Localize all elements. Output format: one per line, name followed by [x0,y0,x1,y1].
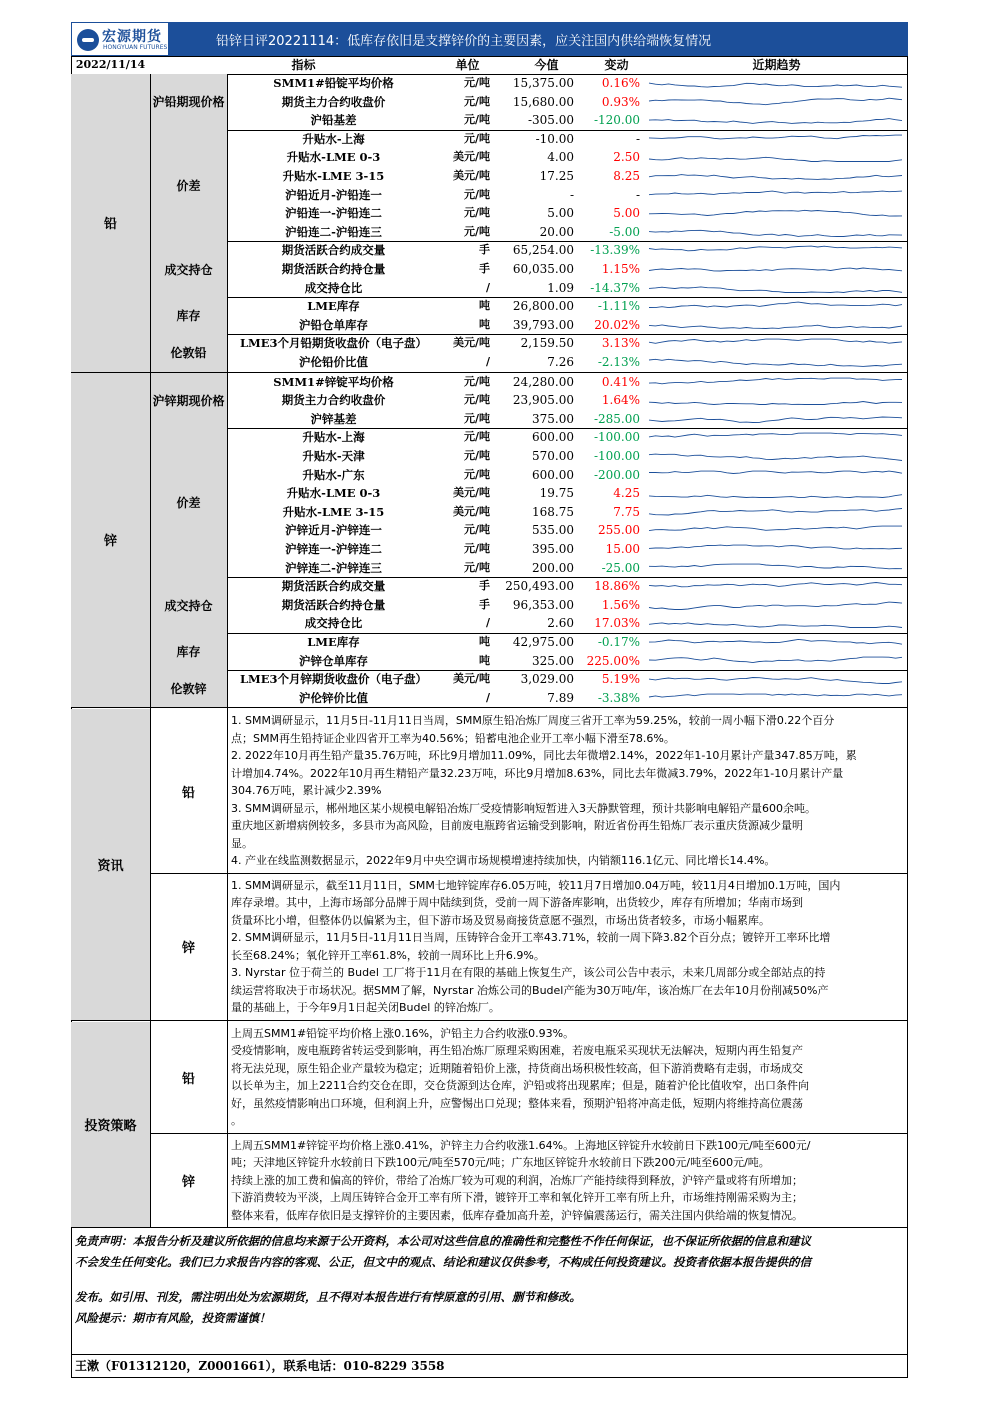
indicator-name: 升贴水-LME 0-3 [286,486,381,501]
text-line: 长至68.24%；氧化锌开工率61.8%，较前一周环比上升6.9%。 [231,948,545,962]
indicator-value: 7.89 [547,690,574,705]
indicator-unit: 美元/吨 [452,336,490,350]
indicator-name: 期货活跃合约持仓量 [281,262,386,276]
indicator-value: 15,680.00 [512,94,574,109]
indicator-name: 期货主力合约收盘价 [281,94,386,109]
indicator-value: 600.00 [532,467,574,482]
strategy-divider [150,1133,908,1134]
indicator-name: 升贴水-LME 0-3 [286,150,381,165]
indicator-value: - [569,187,574,202]
col-divider [150,74,151,372]
indicator-name: 沪铅仓单库存 [299,317,368,332]
indicator-name: 沪伦锌价比值 [299,690,368,705]
indicator-change: -25.00 [601,560,640,575]
indicator-name: 沪锌近月-沪锌连一 [285,523,382,538]
indicator-unit: 元/吨 [463,393,490,407]
text-line: 库存录增。其中，上海市场部分品牌于周中陆续到货，受前一周下游备库影响，出货较少，库存有所增加；华南市场到 [231,896,803,910]
disclaimer-gap [75,1273,904,1287]
section-label-lead: 铅 [71,74,150,372]
text-line: 好，虽然疫情影响出口环境，但利润上升，应警惕出口兑现；整体来看，预期沪铅将冲高走低，短期内将维持高位震荡 [231,1096,803,1110]
group-label: 库存 [150,297,227,334]
header-change: 变动 [604,58,629,72]
text-line: 1. SMM调研显示，11月5日-11月11日当周，SMM原生铅冶炼厂周度三省开工率为59.25%，较前一周小幅下滑0.22个百分 [231,714,835,728]
indicator-name: 升贴水-上海 [302,131,365,146]
indicator-unit: 元/吨 [463,224,490,238]
logo-icon [77,29,99,51]
indicator-name: SMM1#锌锭平均价格 [273,374,394,389]
indicator-unit: 元/吨 [463,411,490,425]
indicator-name: 期货活跃合约成交量 [281,579,386,594]
indicator-change: 1.64% [601,393,640,408]
group-label: 沪锌期现价格 [150,373,227,429]
strategy-lead-text [231,1025,904,1130]
news-lead-label: 铅 [181,785,195,801]
indicator-change: 15.00 [605,542,640,556]
trend-sparkline [647,132,904,147]
indicator-change: 0.16% [601,76,640,90]
indicator-name: 沪铅连一-沪铅连二 [285,206,382,221]
indicator-name: 沪锌基差 [310,411,357,426]
indicator-change: 18.86% [594,579,640,594]
indicator-unit: 元/吨 [463,206,490,220]
text-line: 量的基础上，于今年9月1日起关闭Budel 的锌冶炼厂。 [231,1001,500,1015]
indicator-value: 375.00 [532,411,574,426]
trend-sparkline [647,449,904,464]
trend-sparkline [647,113,904,128]
trend-sparkline [647,430,904,445]
indicator-name: 升贴水-LME 3-15 [282,504,385,519]
col-divider [227,373,228,708]
indicator-name: 期货主力合约收盘价 [281,393,386,408]
indicator-change: -2.13% [597,355,640,369]
indicator-value: 20.00 [539,224,574,239]
indicator-value: 39,793.00 [512,317,574,332]
text-line: 。 [231,1114,242,1128]
trend-sparkline [647,561,904,576]
indicator-change: 3.13% [601,336,640,351]
analyst-contact: 王漱（F01312120，Z0001661），联系电话：010-8229 3558 [75,1359,445,1373]
trend-sparkline [647,169,904,184]
indicator-unit: / [485,355,490,368]
group-label: 沪铅期现价格 [150,74,227,130]
trend-sparkline [647,150,904,165]
indicator-value: 2,159.50 [520,336,574,351]
indicator-change: - [635,187,640,202]
indicator-change: 2.50 [613,150,640,165]
indicator-value: 3,029.00 [520,672,574,687]
indicator-unit: 元/吨 [463,374,490,388]
text-line: 上周五SMM1#锌锭平均价格上涨0.41%，沪锌主力合约收涨1.64%。上海地区锌锭升水较前日下跌100元/吨至600元/ [231,1138,811,1152]
text-line: 304.76万吨，累计减少2.39% [231,784,382,798]
header-unit: 单位 [455,58,480,72]
text-line: 计增加4.74%。2022年10月再生精铅产量32.23万吨，环比9月增加8.63%，同比去年微减3.79%，2022年1-10月累计产量 [231,766,844,780]
indicator-value: 17.25 [539,169,574,183]
indicator-value: 600.00 [532,430,574,445]
disclaimer-line: 免责声明：本报告分析及建议所依据的信息均来源于公开资料，本公司对这些信息的准确性和完整性不作任何保证，也不保证所依据的信息和建议 [75,1234,811,1249]
indicator-change: 5.19% [601,672,640,687]
section-label-news: 资讯 [71,709,150,1020]
indicator-change: 0.93% [601,94,640,109]
text-line: 显。 [231,836,253,850]
trend-sparkline [647,95,904,110]
indicator-value: 2.60 [547,616,574,631]
trend-sparkline [647,76,904,91]
trend-sparkline [647,505,904,520]
trend-sparkline [647,654,904,669]
report-date: 2022/11/14 [75,58,146,71]
group-label: 成交持仓 [150,241,227,297]
indicator-value: 535.00 [532,523,574,538]
indicator-name: 升贴水-LME 3-15 [282,169,385,183]
indicator-value: 200.00 [532,560,574,575]
group-label: 成交持仓 [150,577,227,633]
indicator-unit: 美元/吨 [452,486,490,500]
indicator-unit: 美元/吨 [452,169,490,182]
trend-sparkline [647,188,904,203]
text-line: 4. 产业在线监测数据显示，2022年9月中央空调市场规模增速持续加快，内销额116.1亿元、同比增长14.4%。 [231,854,776,868]
text-line: 货量环比小增，但整体仍以偏紧为主，但下游市场及贸易商接货意愿不强烈，市场出货者较多，市场小幅累库。 [231,913,770,927]
indicator-name: 期货活跃合约持仓量 [281,597,386,612]
indicator-change: 17.03% [594,616,640,631]
logo-text: 宏源期货 [102,29,162,45]
indicator-unit: 吨 [479,299,490,313]
indicator-value: 4.00 [547,150,574,165]
section-divider [71,707,908,708]
header-indicator: 指标 [291,58,316,72]
indicator-value: 19.75 [539,486,574,501]
indicator-change: -0.17% [597,635,640,649]
text-line: 下游消费较为平淡，上周压铸锌合金开工率有所下滑，镀锌开工率和氧化锌开工率有所上升，市场维持刚需采购为主； [231,1191,803,1205]
indicator-name: SMM1#铅锭平均价格 [273,76,394,90]
indicator-unit: 元/吨 [463,467,490,481]
trend-sparkline [647,616,904,631]
indicator-unit: 元/吨 [463,430,490,444]
indicator-unit: / [485,690,490,704]
text-line: 上周五SMM1#铅锭平均价格上涨0.16%，沪铅主力合约收涨0.93%。 [231,1026,575,1040]
text-line: 点；SMM再生铅持证企业四省开工率为40.56%；铅蓄电池企业开工率小幅下滑至78.6%。 [231,731,675,745]
trend-sparkline [647,468,904,483]
indicator-change: -5.00 [609,224,640,239]
company-logo [71,22,169,56]
indicator-change: -120.00 [593,113,640,128]
news-divider [150,873,908,874]
indicator-name: 沪伦铅价比值 [299,355,368,369]
indicator-change: 255.00 [598,523,640,538]
indicator-unit: 手 [479,597,490,611]
group-label: 伦敦锌 [150,670,227,707]
indicator-change: -13.39% [590,243,640,258]
section-divider [71,1020,908,1021]
indicator-unit: 元/吨 [463,560,490,574]
risk-warning: 风险提示：期市有风险，投资需谨慎！ [75,1311,271,1326]
indicator-name: LME3个月锌期货收盘价（电子盘） [239,672,428,687]
trend-sparkline [647,355,904,370]
text-line: 持续上涨的加工费和偏高的锌价，带给了冶炼厂较为可观的利润，冶炼厂产能持续得到释放，沪锌产量或将有所增加； [231,1173,803,1187]
trend-sparkline [647,225,904,240]
disclaimer-line: 发布。如引用、刊发，需注明出处为宏源期货，且不得对本报告进行有悖原意的引用、删节和修改。 [75,1290,581,1305]
indicator-value: 26,800.00 [512,299,574,314]
trend-sparkline [647,691,904,706]
col-divider [227,74,228,372]
header-value: 今值 [534,58,559,72]
indicator-change: 225.00% [586,653,640,668]
indicator-unit: / [485,280,490,294]
trend-sparkline [647,318,904,333]
trend-sparkline [647,299,904,314]
trend-sparkline [647,523,904,538]
trend-sparkline [647,281,904,296]
indicator-value: 7.26 [547,355,574,369]
indicator-unit: 元/吨 [463,542,490,555]
indicator-name: LME库存 [307,635,360,649]
text-line: 将无法兑现，原生铅企业产量较为稳定；近期随着铅价上涨，持货商出场积极性较高，但下游消费略有走弱，市场成交 [231,1061,803,1075]
indicator-unit: 美元/吨 [452,672,490,686]
col-divider [150,707,151,1020]
text-line: 重庆地区新增病例较多，多县市为高风险，目前废电瓶跨省运输受到影响，附近省份再生铅炼厂表示重庆货源减少量明 [231,819,803,833]
text-line: 整体来看，低库存依旧是支撑锌价的主要因素，低库存叠加高升差，沪锌偏震荡运行，需关注国内供给端的恢复情况。 [231,1208,803,1222]
indicator-change: -285.00 [593,411,640,426]
indicator-value: 60,035.00 [512,262,574,276]
disclaimer [75,1231,904,1329]
indicator-change: 8.25 [613,169,640,183]
trend-sparkline [647,336,904,351]
indicator-value: 42,975.00 [512,635,574,649]
text-line: 受疫情影响，废电瓶跨省转运受到影响，再生铅冶炼厂原理采购困难，若废电瓶采买现状无法解决，短期内再生铅复产 [231,1044,803,1058]
indicator-change: 1.15% [601,262,640,276]
indicator-change: 5.00 [613,206,640,221]
logo-subtext: HONGYUAN FUTURES [103,44,168,51]
indicator-name: LME库存 [307,299,360,314]
group-label: 价差 [150,428,227,577]
trend-sparkline [647,375,904,390]
trend-sparkline [647,579,904,594]
disclaimer-line: 不会发生任何变化。我们已力求报告内容的客观、公正，但文中的观点、结论和建议仅供参考，不构成任何投资建议。投资者依据本报告提供的信 [75,1255,811,1270]
group-label: 伦敦铅 [150,334,227,371]
trend-sparkline [647,486,904,501]
indicator-unit: 元/吨 [463,131,490,145]
col-divider [227,707,228,1020]
group-label: 库存 [150,633,227,670]
indicator-change: 20.02% [594,317,640,332]
trend-sparkline [647,672,904,687]
indicator-change: 7.75 [613,504,640,519]
section-label-zinc: 锌 [71,373,150,708]
indicator-value: 168.75 [532,504,574,519]
indicator-value: 23,905.00 [512,393,574,408]
indicator-unit: 吨 [479,635,490,648]
indicator-name: 升贴水-上海 [302,430,365,445]
indicator-name: 升贴水-广东 [302,467,365,482]
indicator-value: -305.00 [527,113,574,128]
indicator-change: 4.25 [613,486,640,501]
indicator-value: 570.00 [532,449,574,463]
indicator-name: 沪铅连二-沪铅连三 [285,224,382,239]
indicator-name: 沪锌连二-沪锌连三 [285,560,382,575]
col-divider [150,373,151,708]
indicator-value: 250,493.00 [505,579,574,594]
footer-divider [71,1354,908,1355]
indicator-name: 沪铅近月-沪铅连一 [285,187,382,202]
trend-sparkline [647,262,904,277]
indicator-name: LME3个月铅期货收盘价（电子盘） [239,336,428,351]
indicator-unit: / [485,616,490,630]
indicator-change: 0.41% [601,374,640,389]
indicator-unit: 元/吨 [463,449,490,462]
indicator-unit: 吨 [479,653,490,667]
trend-sparkline [647,542,904,557]
indicator-unit: 吨 [479,317,490,331]
indicator-change: -100.00 [593,430,640,445]
indicator-value: 65,254.00 [512,243,574,258]
indicator-unit: 元/吨 [463,76,490,89]
indicator-unit: 元/吨 [463,187,490,201]
header-trend: 近期趋势 [752,58,801,72]
text-line: 续运营将取决于市场状况。据SMM了解，Nyrstar 冶炼公司的Budel产能为30万吨/年，该冶炼厂在去年10月份削减50%产 [231,983,829,997]
indicator-value: 325.00 [532,653,574,668]
indicator-name: 期货活跃合约成交量 [281,243,386,258]
indicator-name: 成交持仓比 [304,616,363,631]
trend-sparkline [647,412,904,427]
strategy-lead-label: 铅 [181,1071,195,1087]
strategy-zinc-label: 锌 [181,1175,195,1191]
text-line: 2. SMM调研显示，11月5日-11月11日当周，压铸锌合金开工率43.71%，较前一周下降3.82个百分点；镀锌开工率环比增 [231,931,831,945]
report-title: 铅锌日评20221114：低库存依旧是支撑锌价的主要因素，应关注国内供给端恢复情况 [216,34,712,49]
indicator-change: -14.37% [590,280,640,295]
indicator-change: - [635,131,640,146]
indicator-unit: 美元/吨 [452,150,490,164]
indicator-change: -100.00 [593,449,640,463]
indicator-name: 沪锌仓单库存 [299,653,368,668]
indicator-unit: 美元/吨 [452,504,490,518]
indicator-unit: 元/吨 [463,113,490,127]
indicator-unit: 手 [479,262,490,275]
text-line: 3. SMM调研显示，郴州地区某小规模电解铅冶炼厂受疫情影响短暂进入3天静默管理，预计共影响电解铅产量600余吨。 [231,801,816,815]
section-label-strategy: 投资策略 [71,1022,150,1228]
col-divider [150,1020,151,1228]
indicator-unit: 手 [479,579,490,593]
trend-sparkline [647,598,904,613]
indicator-name: 沪锌连一-沪锌连二 [285,542,382,556]
trend-sparkline [647,243,904,258]
indicator-name: 升贴水-天津 [302,449,365,463]
indicator-value: 1.09 [547,280,574,295]
text-line: 2. 2022年10月再生铅产量35.76万吨，环比9月增加11.09%，同比去年微增2.14%，2022年1-10月累计产量347.85万吨，累 [231,749,857,763]
section-divider [71,1227,908,1228]
strategy-zinc-text [231,1137,904,1225]
indicator-unit: 元/吨 [463,94,490,108]
indicator-name: 沪铅基差 [310,113,357,128]
indicator-value: 24,280.00 [512,374,574,389]
indicator-unit: 手 [479,243,490,257]
news-zinc-text [231,877,904,1017]
indicator-change: -3.38% [597,690,640,705]
news-lead-text [231,712,904,870]
text-line: 3. Nyrstar 位于荷兰的 Budel 工厂将于11月在有限的基础上恢复生产，该公司公告中表示，未来几周部分或全部站点的持 [231,966,826,980]
news-zinc-label: 锌 [181,941,195,957]
indicator-name: 成交持仓比 [304,280,363,295]
trend-sparkline [647,635,904,650]
trend-sparkline [647,393,904,408]
text-line: 吨；天津地区锌锭升水较前日下跌100元/吨至570元/吨；广东地区锌锭升水较前日下跌200元/吨至600元/吨。 [231,1156,770,1170]
indicator-change: -200.00 [593,467,640,482]
indicator-change: 1.56% [601,597,640,612]
indicator-value: 395.00 [532,542,574,556]
col-divider [227,1020,228,1228]
indicator-value: 96,353.00 [512,597,574,612]
report-header [71,22,908,56]
indicator-change: -1.11% [597,299,640,314]
indicator-value: 5.00 [547,206,574,221]
text-line: 以长单为主，加上2211合约交仓在即，交仓货源到达仓库，沪铅或将出现累库；但是，随着沪伦比值收窄，出口条件向 [231,1079,809,1093]
indicator-value: -10.00 [535,131,574,146]
trend-sparkline [647,206,904,221]
indicator-value: 15,375.00 [512,76,574,90]
text-line: 1. SMM调研显示，截至11月11日，SMM七地锌锭库存6.05万吨，较11月7日增加0.04万吨，较11月4日增加0.1万吨，国内 [231,878,841,892]
group-label: 价差 [150,130,227,242]
indicator-unit: 元/吨 [463,523,490,537]
